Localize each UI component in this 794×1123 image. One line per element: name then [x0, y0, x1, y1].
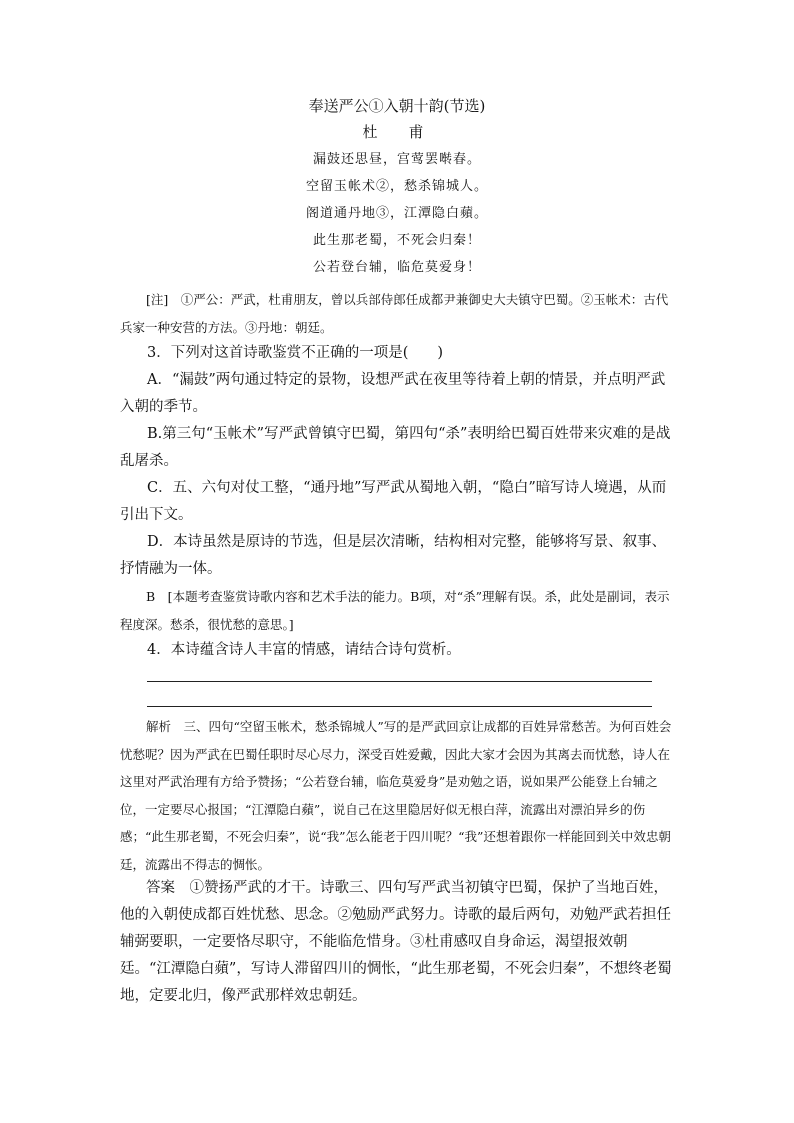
poem-title: 奉送严公①入朝十韵(节选) [308, 97, 486, 115]
question-4-analysis: 解析 三、四句“空留玉帐术，愁杀锦城人”写的是严武回京让成都的百姓异常愁苦。为何百姓会忧愁呢？因为严武在巴蜀任职时尽心尽力，深受百姓爱戴，因此大家才会因为其离去而忧愁，诗人在这里对严武治理有方给予赞扬；“公若登台辅，临危莫爱身”是劝勉之语，说如果严公能登上台辅之位，一定要尽心报国；“江潭隐白蘋”，说自己在这里隐居好似无根白萍，流露出对漂泊异乡的伤感；“此生那老蜀，不死会归秦”，说“我”怎么能老于四川呢？“我”还想着跟你一样能回到关中效忠朝廷，流露出不得志的惆怅。 [120, 719, 672, 872]
poem-note: [注] ①严公：严武，杜甫朋友，曾以兵部侍郎任成都尹兼御史大夫镇守巴蜀。②玉帐术：古代兵家一种安营的方法。③丹地：朝廷。 [120, 292, 669, 335]
question-3-option-a: A．“漏鼓”两句通过特定的景物，设想严武在夜里等待着上朝的情景，并点明严武入朝的季节。 [120, 372, 666, 415]
question-4-answer: 答案 ①赞扬严武的才干。诗歌三、四句写严武当初镇守巴蜀，保护了当地百姓，他的入朝使成都百姓忧愁、思念。②勉励严武努力。诗歌的最后两句，劝勉严武若担任辅弼要职，一定要恪尽职守，不能临危惜身。③杜甫感叹自身命运，渴望报效朝廷。“江潭隐白蘋”，写诗人滞留四川的惆怅，“此生那老蜀，不死会归秦”，不想终老蜀地，定要北归，像严武那样效忠朝廷。 [120, 880, 672, 1004]
question-3-stem: 3．下列对这首诗歌鉴赏不正确的一项是( ) [147, 345, 444, 361]
question-3-answer: B [本题考查鉴赏诗歌内容和艺术手法的能力。B项，对“杀”理解有误。杀，此处是副词，表示程度深。愁杀，很忧愁的意思。] [120, 589, 670, 632]
question-4-stem: 4．本诗蕴含诗人丰富的情感，请结合诗句赏析。 [147, 642, 461, 658]
answer-line [147, 681, 652, 682]
question-3-option-c: C．五、六句对仗工整，“通丹地”写严武从蜀地入朝，“隐白”暗写诗人境遇，从而引出下文。 [120, 480, 667, 523]
poem-author: 杜 甫 [362, 123, 432, 141]
question-3-option-b: B.第三句“玉帐术”写严武曾镇守巴蜀，第四句“杀”表明给巴蜀百姓带来灾难的是战乱屠杀。 [120, 426, 671, 469]
question-3-option-d: D．本诗虽然是原诗的节选，但是层次清晰，结构相对完整，能够将写景、叙事、抒情融为一体。 [120, 534, 667, 577]
poem-line: 阁道通丹地③，江潭隐白蘋。 [305, 206, 488, 221]
poem-line: 此生那老蜀，不死会归秦！ [312, 233, 481, 248]
poem-line: 公若登台辅，临危莫爱身！ [312, 260, 481, 275]
answer-line [147, 706, 652, 707]
poem-line: 漏鼓还思昼，宫莺罢啭春。 [312, 152, 481, 167]
poem-line: 空留玉帐术②，愁杀锦城人。 [305, 179, 488, 194]
